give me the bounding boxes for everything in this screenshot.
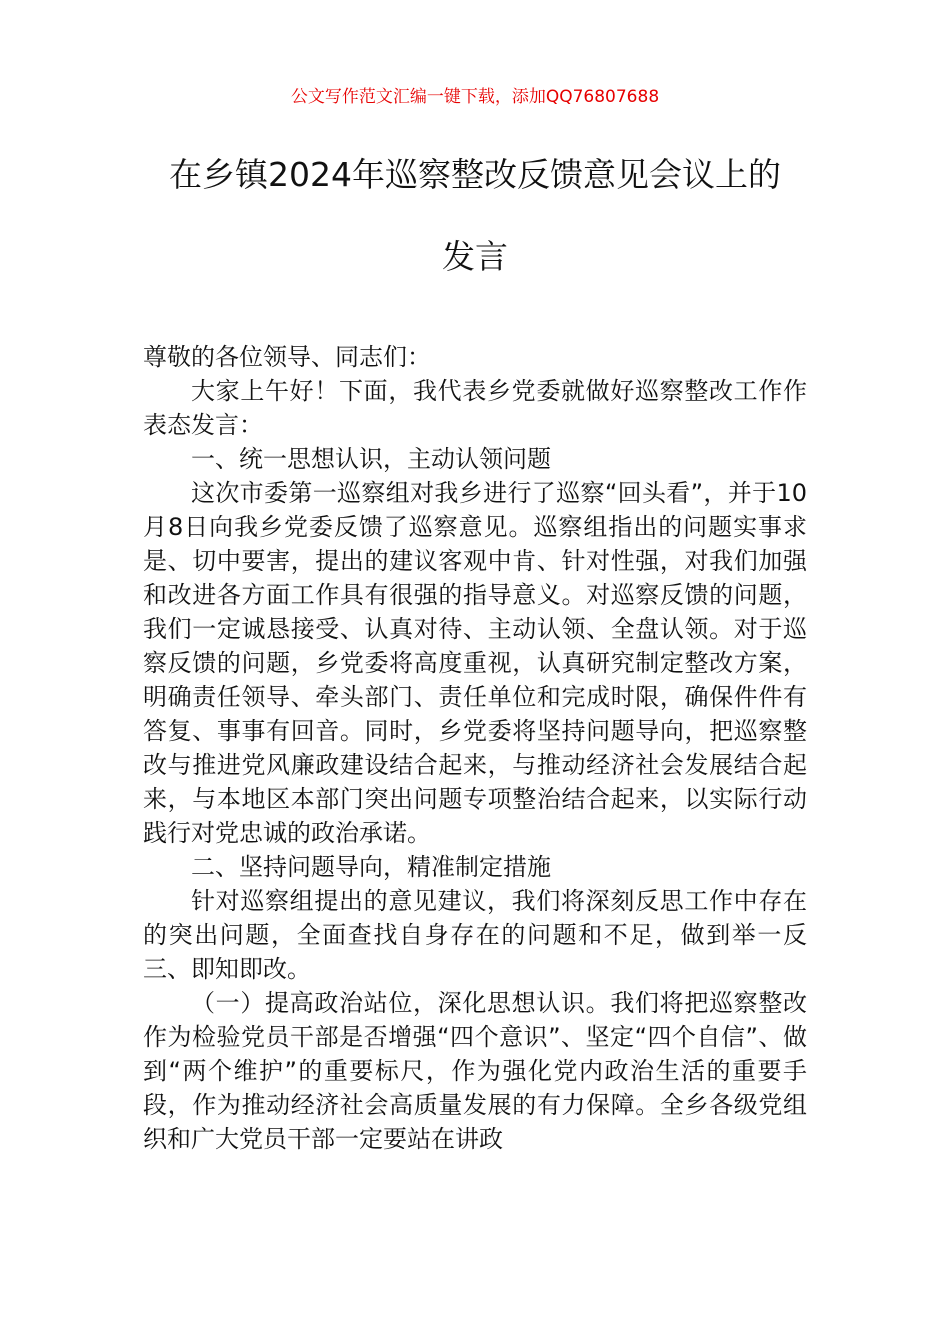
section-heading-2: 二、坚持问题导向，精准制定措施 — [191, 853, 551, 881]
title-line-2: 发言 — [442, 237, 508, 276]
salutation: 尊敬的各位领导、同志们： — [143, 343, 431, 371]
document-title — [140, 152, 810, 280]
paragraph-section-1: 这次市委第一巡察组对我乡进行了巡察“回头看”，并于10月8日向我乡党委反馈了巡察意见。巡察组指出的问题实事求是、切中要害，提出的建议客观中肯、针对性强，对我们加强和改进各方面工作具有很强的指导意义。对巡察反馈的问题，我们一定诚恳接受、认真对待、主动认领、全盘认领。对于巡察反馈的问题，乡党委将高度重视，认真研究制定整改方案，明确责任领导、牵头部门、责任单位和完成时限，确保件件有答复、事事有回音。同时，乡党委将坚持问题导向，把巡察整改与推进党风廉政建设结合起来，与推动经济社会发展结合起来，与本地区本部门突出问题专项整治结合起来，以实际行动践行对党忠诚的政治承诺。 — [143, 479, 807, 847]
section-heading-1: 一、统一思想认识，主动认领问题 — [191, 445, 551, 473]
paragraph-subsection-1: （一）提高政治站位，深化思想认识。我们将把巡察整改作为检验党员干部是否增强“四个意识”、坚定“四个自信”、做到“两个维护”的重要标尺，作为强化党内政治生活的重要手段，作为推动经济社会高质量发展的有力保障。全乡各级党组织和广大党员干部一定要站在讲政 — [143, 989, 807, 1153]
paragraph-intro: 大家上午好！下面，我代表乡党委就做好巡察整改工作作表态发言： — [143, 377, 807, 439]
document-body — [143, 340, 807, 1156]
title-line-1: 在乡镇2024年巡察整改反馈意见会议上的 — [169, 155, 781, 194]
paragraph-section-2: 针对巡察组提出的意见建议，我们将深刻反思工作中存在的突出问题，全面查找自身存在的问题和不足，做到举一反三、即知即改。 — [143, 887, 807, 983]
download-banner: 公文写作范文汇编一键下载，添加QQ76807688 — [290, 87, 660, 107]
